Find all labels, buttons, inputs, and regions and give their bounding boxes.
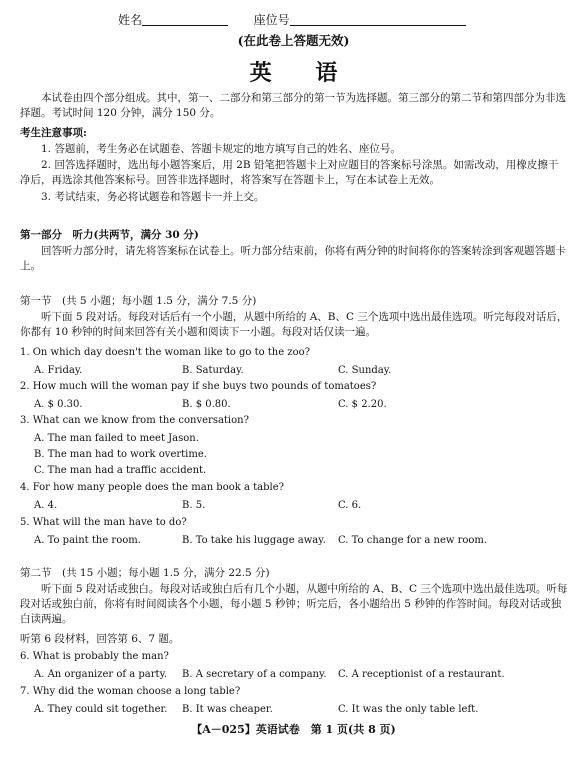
q7-option-a: A. They could sit together. — [34, 704, 168, 715]
page-footer: 【A－025】英语试卷 第 1 页(共 8 页) — [191, 723, 396, 736]
question-2: 2. How much will the woman pay if she buys two pounds of tomatoes? — [20, 381, 377, 392]
q2-option-a: A. $ 0.30. — [34, 399, 83, 410]
question-3: 3. What can we know from the conversation? — [20, 415, 249, 426]
no-answer-notice: (在此卷上答题无效) — [237, 33, 350, 48]
q3-option-c: C. The man had a traffic accident. — [34, 465, 207, 476]
part1-description: 回答听力部分时，请先将答案标在试卷上。听力部分结束前，你将有两分钟的时间将你的答案转涂到客观题答题卡上。 — [20, 245, 566, 273]
seat-label: 座位号 — [253, 13, 290, 27]
section2-sub-instruction: 听第 6 段材料，回答第 6、7 题。 — [20, 633, 180, 645]
q6-option-a: A. An organizer of a party. — [34, 669, 168, 680]
note-item-2: 2. 回答选择题时，选出每小题答案后，用 2B 铅笔把答题卡上对应题目的答案标号涂黑。如需改动，用橡皮擦干净后，再选涂其他答案标号。回答非选择题时，将答案写在答题卡上，写在本试卷上无效。 — [20, 159, 559, 187]
q1-option-c: C. Sunday. — [338, 365, 392, 376]
page-title: 英 语 — [249, 60, 356, 86]
question-5: 5. What will the man have to do? — [20, 517, 187, 528]
section1-description: 听下面 5 段对话。每段对话后有一个小题，从题中所给的 A、B、C 三个选项中选出最佳选项。听完每段对话后，你都有 10 秒钟的时间来回答有关小题和阅读下一小题。每段对话仅读一遍。 — [20, 311, 568, 339]
header-fields — [118, 12, 466, 29]
q5-option-b: B. To take his luggage away. — [182, 535, 326, 546]
q2-option-c: C. $ 2.20. — [338, 399, 387, 410]
q3-option-b: B. The man had to work overtime. — [34, 449, 207, 460]
q7-option-c: C. It was the only table left. — [338, 704, 479, 715]
note-item-3: 3. 考试结束，务必将试题卷和答题卡一并上交。 — [41, 191, 265, 203]
q6-option-c: C. A receptionist of a restaurant. — [338, 669, 505, 680]
q4-option-a: A. 4. — [34, 500, 58, 511]
q1-option-a: A. Friday. — [34, 365, 83, 376]
q7-option-b: B. It was cheaper. — [182, 704, 273, 715]
q4-option-c: C. 6. — [338, 500, 362, 511]
q5-option-a: A. To paint the room. — [34, 535, 141, 546]
q6-option-b: B. A secretary of a company. — [182, 669, 327, 680]
q4-option-b: B. 5. — [182, 500, 206, 511]
q2-option-b: B. $ 0.80. — [182, 399, 231, 410]
notes-heading: 考生注意事项: — [20, 127, 87, 139]
question-6: 6. What is probably the man? — [20, 651, 169, 662]
q5-option-c: C. To change for a new room. — [338, 535, 488, 546]
section1-heading: 第一节 (共 5 小题；每小题 1.5 分，满分 7.5 分) — [20, 295, 257, 307]
intro-paragraph: 本试卷由四个部分组成。其中，第一、二部分和第三部分的第一节为选择题。第三部分的第二节和第四部分为非选择题。考试时间 120 分钟，满分 150 分。 — [20, 92, 566, 120]
name-label: 姓名 — [118, 13, 143, 27]
question-1: 1. On which day doesn't the woman like to go to the zoo? — [20, 347, 311, 358]
part1-heading: 第一部分 听力(共两节，满分 30 分) — [20, 229, 199, 241]
seat-blank — [290, 13, 466, 26]
section2-description: 听下面 5 段对话或独白。每段对话或独白后有几个小题，从题中所给的 A、B、C 三个选项中选出最佳选项。听每段对话或独白前，你将有时间阅读各个小题，每小题 5 秒钟；听完后，各小题给出 5 秒钟的作答时间。每段对话或独白读两遍。 — [20, 583, 568, 626]
question-7: 7. Why did the woman choose a long table? — [20, 686, 241, 697]
section2-heading: 第二节 (共 15 小题；每小题 1.5 分，满分 22.5 分) — [20, 567, 270, 579]
question-4: 4. For how many people does the man book a table? — [20, 482, 284, 493]
note-item-1: 1. 答题前，考生务必在试题卷、答题卡规定的地方填写自己的姓名、座位号。 — [41, 143, 401, 155]
q1-option-b: B. Saturday. — [182, 365, 244, 376]
q3-option-a: A. The man failed to meet Jason. — [34, 433, 199, 444]
name-blank — [142, 13, 228, 26]
